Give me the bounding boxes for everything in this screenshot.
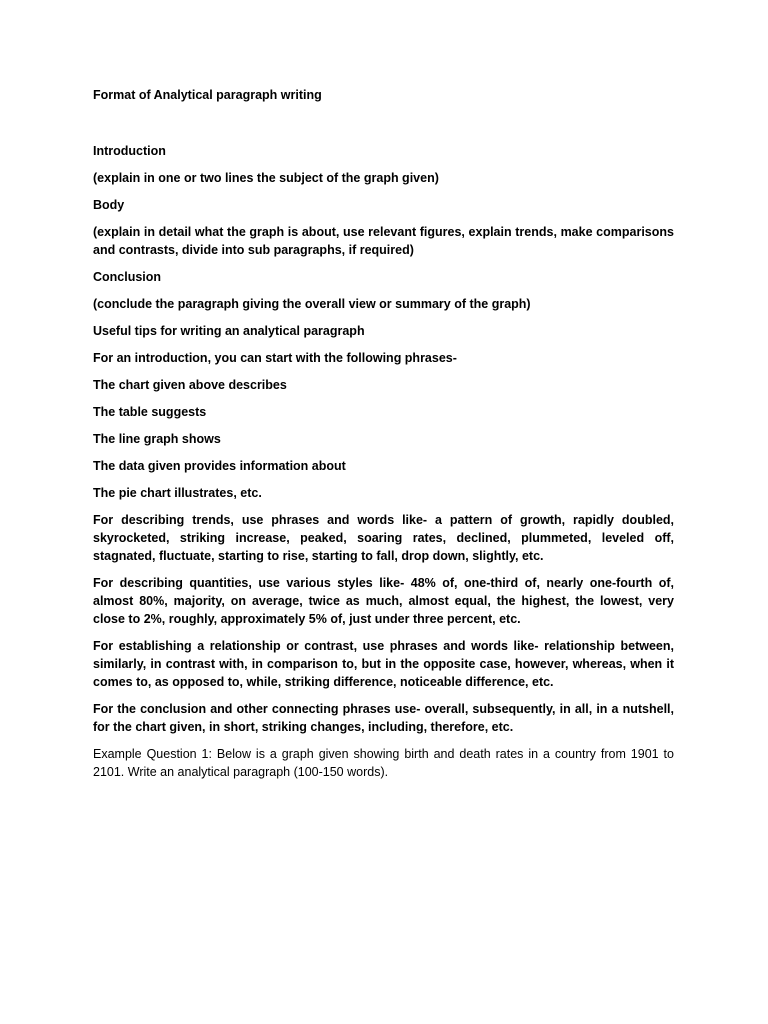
conclusion-paragraph: For the conclusion and other connecting phrases use- overall, subsequently, in all, in a nutshell, for the chart given, in short, striking changes, including, therefore, etc. [93,702,674,734]
body-note: (explain in detail what the graph is about, use relevant figures, explain trends, make comparisons and contrasts, divide into sub paragraphs, if required) [93,225,674,257]
conclusion-heading: Conclusion [93,270,162,284]
document-title: Format of Analytical paragraph writing [93,88,322,102]
intro-phrase: The data given provides information about [93,459,346,473]
tips-heading: Useful tips for writing an analytical paragraph [93,324,365,338]
intro-phrase: The pie chart illustrates, etc. [93,486,262,500]
conclusion-note: (conclude the paragraph giving the overall view or summary of the graph) [93,297,531,311]
introduction-note: (explain in one or two lines the subject of the graph given) [93,171,439,185]
intro-phrases-lead: For an introduction, you can start with the following phrases- [93,351,457,365]
intro-phrase: The line graph shows [93,432,221,446]
relationship-paragraph: For establishing a relationship or contrast, use phrases and words like- relationship between, similarly, in contrast with, in comparison to, but in the opposite case, however, whereas, when it comes to, as opposed to, while, striking difference, noticeable difference, etc. [93,639,674,689]
example-question: Example Question 1: Below is a graph given showing birth and death rates in a country from 1901 to 2101. Write an analytical paragraph (100-150 words). [93,747,674,779]
intro-phrase: The table suggests [93,405,207,419]
body-heading: Body [93,198,125,212]
document-content [93,86,674,781]
trends-paragraph: For describing trends, use phrases and words like- a pattern of growth, rapidly doubled, skyrocketed, striking increase, peaked, soaring rates, declined, plummeted, leveled off, stagnated, fluctuate, starting to rise, starting to fall, drop down, slightly, etc. [93,513,674,563]
introduction-heading: Introduction [93,144,166,158]
intro-phrase: The chart given above describes [93,378,287,392]
quantities-paragraph: For describing quantities, use various styles like- 48% of, one-third of, nearly one-fourth of, almost 80%, majority, on average, twice as much, almost equal, the highest, the lowest, very close to 2%, roughly, approximately 5% of, just under three percent, etc. [93,576,674,626]
